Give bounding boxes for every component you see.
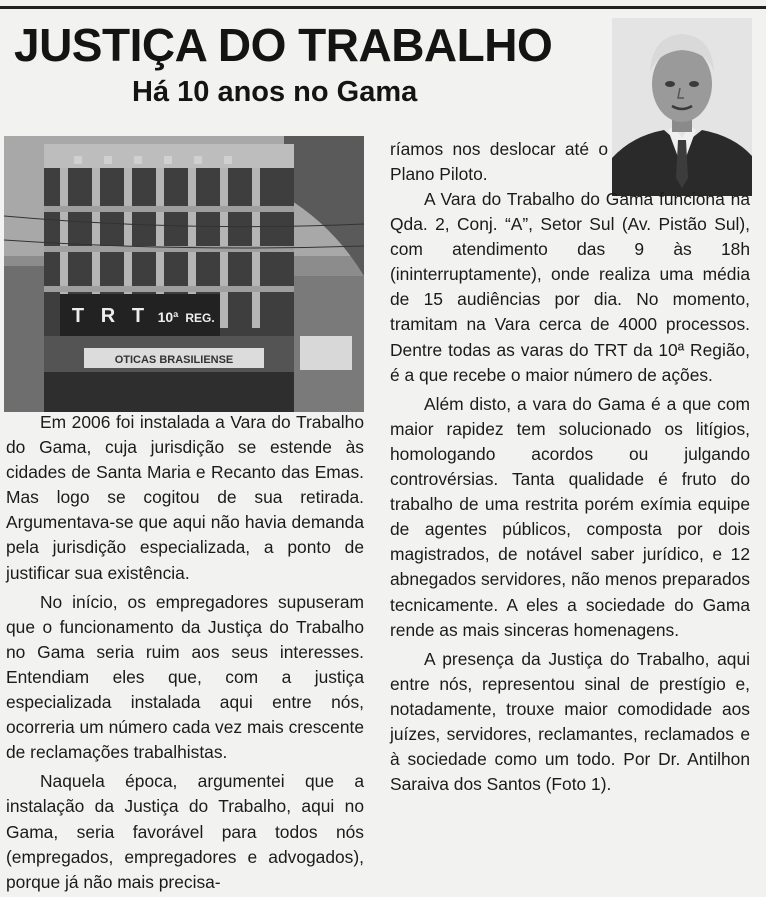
paragraph-5: Além disto, a vara do Gama é a que com maior rapidez tem solucionado os litígios, homologando acordos ou julgando controvérsias. Tanta qualidade é fruto do trabalho de uma restrita porém exímia equipe de agentes públicos, composta por dois magistrados, de notável saber jurídico, e 12 abnegados servidores, não menos preparados tecnicamente. A eles a sociedade do Gama rende as mais sinceras homenagens. xyxy=(390,393,750,640)
text-column-right xyxy=(390,187,750,797)
text-column-right-continuation xyxy=(390,137,608,187)
paragraph-4: A Vara do Trabalho do Gama funciona na Qda. 2, Conj. “A”, Setor Sul (Av. Pistão Sul), com atendimento das 9 às 18h (ininterruptamente), onde realiza uma média de 15 audiências por dia. No momento, tramitam na Vara cerca de 4000 processos. Dentre todas as varas do TRT da 10ª Região, é a que recebe o maior número de ações. xyxy=(390,189,750,385)
author-portrait xyxy=(612,18,752,196)
photo-storefront-sign: OTICAS BRASILIENSE xyxy=(114,354,234,366)
paragraph-2: No início, os empregadores supuseram que o funcionamento da Justiça do Trabalho no Gama seria ruim aos seus interesses. Entendiam eles que, com a justiça especializada instalada aqui entre nós, ocorreria um número cada vez mais crescente de reclamações trabalhistas. xyxy=(6,591,364,763)
headline: JUSTIÇA DO TRABALHO xyxy=(14,19,553,71)
photo-sign-letter-t1: T xyxy=(71,305,85,327)
photo-sign-letter-r: R xyxy=(100,305,116,327)
photo-sign-10a: 10ª xyxy=(157,309,179,325)
subheadline: Há 10 anos no Gama xyxy=(132,76,418,108)
text-column-left xyxy=(6,410,364,895)
paragraph-6: A presença da Justiça do Trabalho, aqui entre nós, representou sinal de prestígio e, notadamente, trouxe maior comodidade aos juízes, servidores, reclamantes, reclamados e à sociedade como um todo. Por Dr. Antilhon Saraiva dos Santos (Foto 1). xyxy=(390,648,750,795)
photo-sign-letter-t2: T xyxy=(131,305,145,327)
paragraph-1: Em 2006 foi instalada a Vara do Trabalho do Gama, cuja jurisdição se estende às cidades de Santa Maria e Recanto das Emas. Mas logo se cogitou de sua retirada. Argumentava-se que aqui não havia demanda pela jurisdição especializada, a ponto de justificar sua existência. xyxy=(6,412,364,583)
top-rule xyxy=(0,6,766,9)
building-photo xyxy=(4,136,364,412)
photo-sign-reg: REG. xyxy=(185,311,215,325)
paragraph-3-continuation: ríamos nos deslocar até o Plano Piloto. xyxy=(390,139,608,185)
author-portrait-illustration xyxy=(612,18,752,196)
paragraph-3: Naquela época, argumentei que a instalação da Justiça do Trabalho, aqui no Gama, seria favorável para todos nós (empregados, empregadores e advogados), porque já não mais precisa- xyxy=(6,771,364,892)
building-photo-illustration xyxy=(4,136,364,412)
